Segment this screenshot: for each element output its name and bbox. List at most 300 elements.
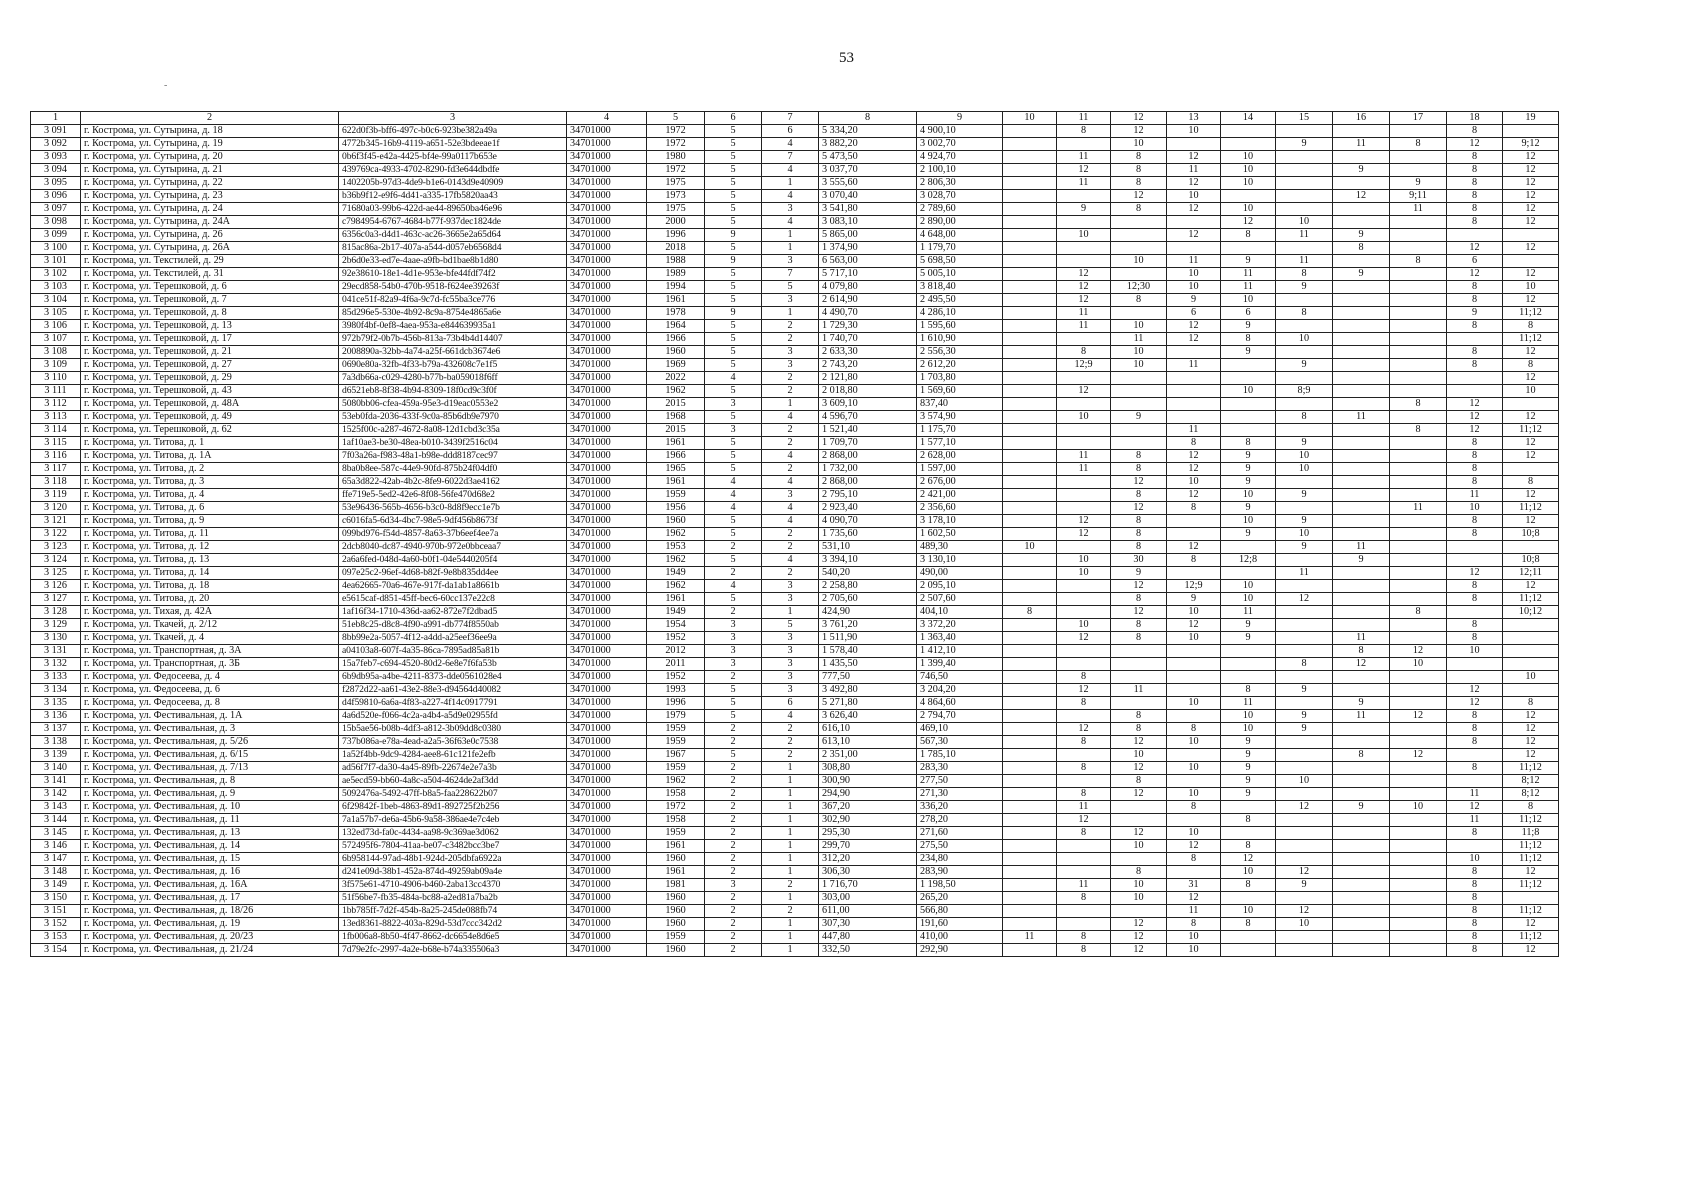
floors-cell: 5 — [705, 125, 762, 138]
col16-cell: 11 — [1333, 541, 1390, 554]
col15-cell: 10 — [1276, 528, 1333, 541]
total-area-cell: 1 435,50 — [819, 658, 917, 671]
col10-cell — [1003, 398, 1057, 411]
col16-cell — [1333, 463, 1390, 476]
col17-cell — [1390, 866, 1447, 879]
guid-cell: 13ed8361-8822-403a-829d-53d7ccc342d2 — [339, 918, 567, 931]
col10-cell — [1003, 853, 1057, 866]
year-cell: 1962 — [647, 775, 705, 788]
row-number-cell: 3 121 — [31, 515, 81, 528]
col10-cell — [1003, 216, 1057, 229]
col19-cell: 11;12 — [1503, 502, 1559, 515]
col13-cell: 8 — [1167, 554, 1221, 567]
address-cell: г. Кострома, ул. Текстилей, д. 29 — [81, 255, 339, 268]
col11-cell: 10 — [1057, 554, 1111, 567]
col11-cell: 11 — [1057, 463, 1111, 476]
col11-cell — [1057, 853, 1111, 866]
col14-cell: 10 — [1221, 177, 1276, 190]
col16-cell: 12 — [1333, 658, 1390, 671]
col17-cell: 12 — [1390, 645, 1447, 658]
col12-cell: 8 — [1111, 294, 1167, 307]
year-cell: 2022 — [647, 372, 705, 385]
col12-cell: 12 — [1111, 606, 1167, 619]
oktmo-cell: 34701000 — [567, 411, 647, 424]
col19-cell: 8 — [1503, 801, 1559, 814]
col14-cell: 12;8 — [1221, 554, 1276, 567]
col19-cell — [1503, 125, 1559, 138]
col19-cell: 8 — [1503, 476, 1559, 489]
col10-cell: 11 — [1003, 931, 1057, 944]
address-cell: г. Кострома, ул. Сутырина, д. 19 — [81, 138, 339, 151]
entrances-cell: 1 — [762, 801, 819, 814]
living-area-cell: 265,20 — [917, 892, 1003, 905]
col10-cell — [1003, 333, 1057, 346]
col12-cell: 10 — [1111, 749, 1167, 762]
guid-cell: ffe719e5-5ed2-42e6-8f08-56fe470d68e2 — [339, 489, 567, 502]
col15-cell: 9 — [1276, 684, 1333, 697]
column-header: 14 — [1221, 112, 1276, 125]
address-cell: г. Кострома, ул. Терешковой, д. 8 — [81, 307, 339, 320]
col19-cell: 12 — [1503, 749, 1559, 762]
living-area-cell: 469,10 — [917, 723, 1003, 736]
col14-cell: 10 — [1221, 723, 1276, 736]
total-area-cell: 4 090,70 — [819, 515, 917, 528]
column-header: 7 — [762, 112, 819, 125]
floors-cell: 5 — [705, 437, 762, 450]
col19-cell: 11;12 — [1503, 307, 1559, 320]
total-area-cell: 611,00 — [819, 905, 917, 918]
col15-cell: 9 — [1276, 138, 1333, 151]
address-cell: г. Кострома, ул. Сутырина, д. 21 — [81, 164, 339, 177]
col12-cell: 8 — [1111, 723, 1167, 736]
column-header: 16 — [1333, 112, 1390, 125]
year-cell: 2015 — [647, 398, 705, 411]
col13-cell: 10 — [1167, 931, 1221, 944]
row-number-cell: 3 107 — [31, 333, 81, 346]
col10-cell — [1003, 736, 1057, 749]
col19-cell: 11;12 — [1503, 931, 1559, 944]
row-number-cell: 3 135 — [31, 697, 81, 710]
total-area-cell: 2 614,90 — [819, 294, 917, 307]
col16-cell: 9 — [1333, 554, 1390, 567]
entrances-cell: 2 — [762, 879, 819, 892]
entrances-cell: 6 — [762, 125, 819, 138]
floors-cell: 5 — [705, 515, 762, 528]
floors-cell: 9 — [705, 307, 762, 320]
year-cell: 1980 — [647, 151, 705, 164]
table-row — [31, 632, 1559, 645]
total-area-cell: 1 716,70 — [819, 879, 917, 892]
floors-cell: 5 — [705, 203, 762, 216]
col11-cell: 8 — [1057, 762, 1111, 775]
col16-cell — [1333, 385, 1390, 398]
col14-cell — [1221, 567, 1276, 580]
total-area-cell: 2 868,00 — [819, 450, 917, 463]
col11-cell: 8 — [1057, 736, 1111, 749]
living-area-cell: 5 005,10 — [917, 268, 1003, 281]
floors-cell: 5 — [705, 554, 762, 567]
col15-cell: 9 — [1276, 541, 1333, 554]
col11-cell: 12 — [1057, 515, 1111, 528]
col17-cell — [1390, 385, 1447, 398]
col17-cell — [1390, 320, 1447, 333]
row-number-cell: 3 126 — [31, 580, 81, 593]
oktmo-cell: 34701000 — [567, 736, 647, 749]
col11-cell — [1057, 840, 1111, 853]
floors-cell: 5 — [705, 359, 762, 372]
col10-cell — [1003, 632, 1057, 645]
col12-cell: 11 — [1111, 333, 1167, 346]
col18-cell: 8 — [1447, 294, 1503, 307]
col11-cell — [1057, 216, 1111, 229]
col17-cell — [1390, 164, 1447, 177]
oktmo-cell: 34701000 — [567, 255, 647, 268]
oktmo-cell: 34701000 — [567, 502, 647, 515]
col10-cell — [1003, 567, 1057, 580]
col13-cell — [1167, 216, 1221, 229]
guid-cell: 2008890a-32bb-4a74-a25f-661dcb3674e6 — [339, 346, 567, 359]
col12-cell: 10 — [1111, 892, 1167, 905]
col11-cell — [1057, 541, 1111, 554]
col16-cell: 9 — [1333, 268, 1390, 281]
col13-cell — [1167, 515, 1221, 528]
col13-cell: 9 — [1167, 593, 1221, 606]
col11-cell — [1057, 476, 1111, 489]
col17-cell: 10 — [1390, 658, 1447, 671]
entrances-cell: 3 — [762, 346, 819, 359]
guid-cell: d241e09d-38b1-452a-874d-49259ab09a4e — [339, 866, 567, 879]
col12-cell — [1111, 424, 1167, 437]
total-area-cell: 1 374,90 — [819, 242, 917, 255]
col13-cell: 12 — [1167, 541, 1221, 554]
col10-cell: 8 — [1003, 606, 1057, 619]
col12-cell: 8 — [1111, 489, 1167, 502]
table-row — [31, 424, 1559, 437]
col15-cell — [1276, 632, 1333, 645]
col11-cell: 11 — [1057, 450, 1111, 463]
col18-cell: 10 — [1447, 502, 1503, 515]
col12-cell: 10 — [1111, 879, 1167, 892]
row-number-cell: 3 153 — [31, 931, 81, 944]
col14-cell — [1221, 411, 1276, 424]
col15-cell — [1276, 619, 1333, 632]
col10-cell — [1003, 905, 1057, 918]
guid-cell: b36b9f12-e9f6-4d41-a335-17fb5820aa43 — [339, 190, 567, 203]
total-area-cell: 1 740,70 — [819, 333, 917, 346]
col10-cell — [1003, 424, 1057, 437]
total-area-cell: 3 070,40 — [819, 190, 917, 203]
address-cell: г. Кострома, ул. Фестивальная, д. 8 — [81, 775, 339, 788]
row-number-cell: 3 132 — [31, 658, 81, 671]
row-number-cell: 3 124 — [31, 554, 81, 567]
col13-cell: 12 — [1167, 840, 1221, 853]
col14-cell — [1221, 398, 1276, 411]
col15-cell: 9 — [1276, 515, 1333, 528]
total-area-cell: 616,10 — [819, 723, 917, 736]
table-row — [31, 619, 1559, 632]
table-row — [31, 463, 1559, 476]
col15-cell: 12 — [1276, 905, 1333, 918]
living-area-cell: 2 806,30 — [917, 177, 1003, 190]
col13-cell: 10 — [1167, 736, 1221, 749]
floors-cell: 2 — [705, 736, 762, 749]
col17-cell — [1390, 489, 1447, 502]
col11-cell: 8 — [1057, 697, 1111, 710]
col18-cell — [1447, 671, 1503, 684]
col17-cell — [1390, 944, 1447, 957]
col11-cell: 12 — [1057, 281, 1111, 294]
col19-cell: 12 — [1503, 710, 1559, 723]
living-area-cell: 2 676,00 — [917, 476, 1003, 489]
table-row — [31, 164, 1559, 177]
total-area-cell: 2 923,40 — [819, 502, 917, 515]
col10-cell — [1003, 164, 1057, 177]
table-row — [31, 567, 1559, 580]
address-cell: г. Кострома, ул. Фестивальная, д. 20/23 — [81, 931, 339, 944]
col15-cell — [1276, 749, 1333, 762]
oktmo-cell: 34701000 — [567, 216, 647, 229]
col19-cell: 11;12 — [1503, 762, 1559, 775]
floors-cell: 3 — [705, 619, 762, 632]
entrances-cell: 1 — [762, 840, 819, 853]
row-number-cell: 3 100 — [31, 242, 81, 255]
col10-cell — [1003, 580, 1057, 593]
col15-cell: 12 — [1276, 866, 1333, 879]
living-area-cell: 2 421,00 — [917, 489, 1003, 502]
col18-cell: 12 — [1447, 411, 1503, 424]
row-number-cell: 3 133 — [31, 671, 81, 684]
living-area-cell: 283,30 — [917, 762, 1003, 775]
col11-cell — [1057, 333, 1111, 346]
address-cell: г. Кострома, ул. Федосеева, д. 6 — [81, 684, 339, 697]
entrances-cell: 2 — [762, 528, 819, 541]
row-number-cell: 3 150 — [31, 892, 81, 905]
guid-cell: 7a3db66a-c029-4280-b77b-ba059018f6ff — [339, 372, 567, 385]
guid-cell: 53e96436-565b-4656-b3c0-8d8f9ecc1e7b — [339, 502, 567, 515]
col14-cell: 8 — [1221, 229, 1276, 242]
oktmo-cell: 34701000 — [567, 749, 647, 762]
col15-cell — [1276, 151, 1333, 164]
col16-cell — [1333, 931, 1390, 944]
entrances-cell: 2 — [762, 723, 819, 736]
col11-cell — [1057, 905, 1111, 918]
col13-cell: 10 — [1167, 476, 1221, 489]
col11-cell — [1057, 918, 1111, 931]
col17-cell — [1390, 463, 1447, 476]
col18-cell — [1447, 606, 1503, 619]
total-area-cell: 5 334,20 — [819, 125, 917, 138]
total-area-cell: 2 351,00 — [819, 749, 917, 762]
col11-cell: 8 — [1057, 346, 1111, 359]
floors-cell: 5 — [705, 281, 762, 294]
living-area-cell: 191,60 — [917, 918, 1003, 931]
col17-cell: 11 — [1390, 203, 1447, 216]
living-area-cell: 1 399,40 — [917, 658, 1003, 671]
oktmo-cell: 34701000 — [567, 138, 647, 151]
col10-cell — [1003, 151, 1057, 164]
table-row — [31, 190, 1559, 203]
col14-cell: 9 — [1221, 528, 1276, 541]
col14-cell — [1221, 944, 1276, 957]
table-row — [31, 385, 1559, 398]
oktmo-cell: 34701000 — [567, 229, 647, 242]
col13-cell: 12 — [1167, 892, 1221, 905]
col12-cell — [1111, 645, 1167, 658]
table-row — [31, 359, 1559, 372]
oktmo-cell: 34701000 — [567, 281, 647, 294]
col17-cell: 11 — [1390, 502, 1447, 515]
col18-cell: 8 — [1447, 528, 1503, 541]
col16-cell: 12 — [1333, 190, 1390, 203]
col17-cell: 8 — [1390, 255, 1447, 268]
col14-cell: 10 — [1221, 515, 1276, 528]
table-row — [31, 242, 1559, 255]
col11-cell: 11 — [1057, 307, 1111, 320]
col18-cell: 6 — [1447, 255, 1503, 268]
col13-cell — [1167, 684, 1221, 697]
col13-cell: 10 — [1167, 827, 1221, 840]
col18-cell — [1447, 229, 1503, 242]
col18-cell — [1447, 554, 1503, 567]
col11-cell: 11 — [1057, 177, 1111, 190]
col10-cell — [1003, 307, 1057, 320]
col12-cell — [1111, 905, 1167, 918]
floors-cell: 5 — [705, 138, 762, 151]
col10-cell — [1003, 268, 1057, 281]
guid-cell: f2872d22-aa61-43e2-88e3-d94564d40082 — [339, 684, 567, 697]
col16-cell — [1333, 814, 1390, 827]
year-cell: 1965 — [647, 463, 705, 476]
col12-cell: 12 — [1111, 502, 1167, 515]
row-number-cell: 3 131 — [31, 645, 81, 658]
col15-cell — [1276, 788, 1333, 801]
guid-cell: 8ba0b8ee-587c-44e9-90fd-875b24f04df0 — [339, 463, 567, 476]
table-row — [31, 593, 1559, 606]
table-row — [31, 294, 1559, 307]
table-row — [31, 645, 1559, 658]
col11-cell — [1057, 749, 1111, 762]
year-cell: 1958 — [647, 788, 705, 801]
guid-cell: 51eb8c25-d8c8-4f90-a991-db774f8550ab — [339, 619, 567, 632]
column-header: 18 — [1447, 112, 1503, 125]
col19-cell: 12 — [1503, 151, 1559, 164]
col11-cell — [1057, 138, 1111, 151]
col19-cell — [1503, 541, 1559, 554]
col15-cell: 10 — [1276, 918, 1333, 931]
total-area-cell: 308,80 — [819, 762, 917, 775]
col12-cell: 12 — [1111, 827, 1167, 840]
col18-cell: 8 — [1447, 580, 1503, 593]
col16-cell — [1333, 944, 1390, 957]
address-cell: г. Кострома, ул. Терешковой, д. 17 — [81, 333, 339, 346]
col18-cell: 11 — [1447, 489, 1503, 502]
col12-cell: 12 — [1111, 918, 1167, 931]
col14-cell: 9 — [1221, 736, 1276, 749]
row-number-cell: 3 119 — [31, 489, 81, 502]
col19-cell: 12 — [1503, 216, 1559, 229]
total-area-cell: 613,10 — [819, 736, 917, 749]
guid-cell: 0690e80a-32fb-4f33-b79a-432608c7e1f5 — [339, 359, 567, 372]
col19-cell: 12 — [1503, 242, 1559, 255]
col13-cell: 10 — [1167, 281, 1221, 294]
col13-cell — [1167, 528, 1221, 541]
table-row — [31, 879, 1559, 892]
col16-cell: 9 — [1333, 697, 1390, 710]
floors-cell: 2 — [705, 567, 762, 580]
col13-cell: 10 — [1167, 125, 1221, 138]
living-area-cell: 275,50 — [917, 840, 1003, 853]
col13-cell: 10 — [1167, 697, 1221, 710]
col14-cell: 9 — [1221, 788, 1276, 801]
page-mark: - — [164, 80, 168, 91]
col14-cell: 9 — [1221, 346, 1276, 359]
table-row — [31, 216, 1559, 229]
table-row — [31, 281, 1559, 294]
col16-cell — [1333, 918, 1390, 931]
address-cell: г. Кострома, ул. Фестивальная, д. 14 — [81, 840, 339, 853]
col13-cell — [1167, 710, 1221, 723]
living-area-cell: 4 648,00 — [917, 229, 1003, 242]
living-area-cell: 271,30 — [917, 788, 1003, 801]
oktmo-cell: 34701000 — [567, 814, 647, 827]
year-cell: 1959 — [647, 827, 705, 840]
col13-cell — [1167, 398, 1221, 411]
row-number-cell: 3 117 — [31, 463, 81, 476]
row-number-cell: 3 091 — [31, 125, 81, 138]
total-area-cell: 424,90 — [819, 606, 917, 619]
col13-cell: 10 — [1167, 944, 1221, 957]
col14-cell — [1221, 645, 1276, 658]
col11-cell: 8 — [1057, 125, 1111, 138]
address-cell: г. Кострома, ул. Сутырина, д. 26А — [81, 242, 339, 255]
col16-cell — [1333, 580, 1390, 593]
col12-cell: 12 — [1111, 931, 1167, 944]
oktmo-cell: 34701000 — [567, 710, 647, 723]
col10-cell — [1003, 502, 1057, 515]
column-header: 2 — [81, 112, 339, 125]
col17-cell: 8 — [1390, 138, 1447, 151]
col13-cell: 10 — [1167, 606, 1221, 619]
guid-cell: 815ac86a-2b17-407a-a544-d057eb6568d4 — [339, 242, 567, 255]
col12-cell: 8 — [1111, 450, 1167, 463]
col18-cell: 12 — [1447, 424, 1503, 437]
col18-cell: 8 — [1447, 736, 1503, 749]
guid-cell: 041ce51f-82a9-4f6a-9c7d-fc55ba3ce776 — [339, 294, 567, 307]
oktmo-cell: 34701000 — [567, 489, 647, 502]
entrances-cell: 3 — [762, 580, 819, 593]
col11-cell — [1057, 593, 1111, 606]
col14-cell — [1221, 359, 1276, 372]
col13-cell: 8 — [1167, 437, 1221, 450]
floors-cell: 2 — [705, 606, 762, 619]
address-cell: г. Кострома, ул. Титова, д. 18 — [81, 580, 339, 593]
entrances-cell: 1 — [762, 866, 819, 879]
col14-cell: 9 — [1221, 320, 1276, 333]
table-row — [31, 138, 1559, 151]
entrances-cell: 4 — [762, 138, 819, 151]
column-header: 4 — [567, 112, 647, 125]
col10-cell — [1003, 255, 1057, 268]
table-row — [31, 177, 1559, 190]
col16-cell: 11 — [1333, 632, 1390, 645]
year-cell: 1960 — [647, 346, 705, 359]
floors-cell: 2 — [705, 918, 762, 931]
col17-cell — [1390, 151, 1447, 164]
col11-cell: 10 — [1057, 229, 1111, 242]
table-row — [31, 125, 1559, 138]
col15-cell — [1276, 125, 1333, 138]
col14-cell: 12 — [1221, 853, 1276, 866]
